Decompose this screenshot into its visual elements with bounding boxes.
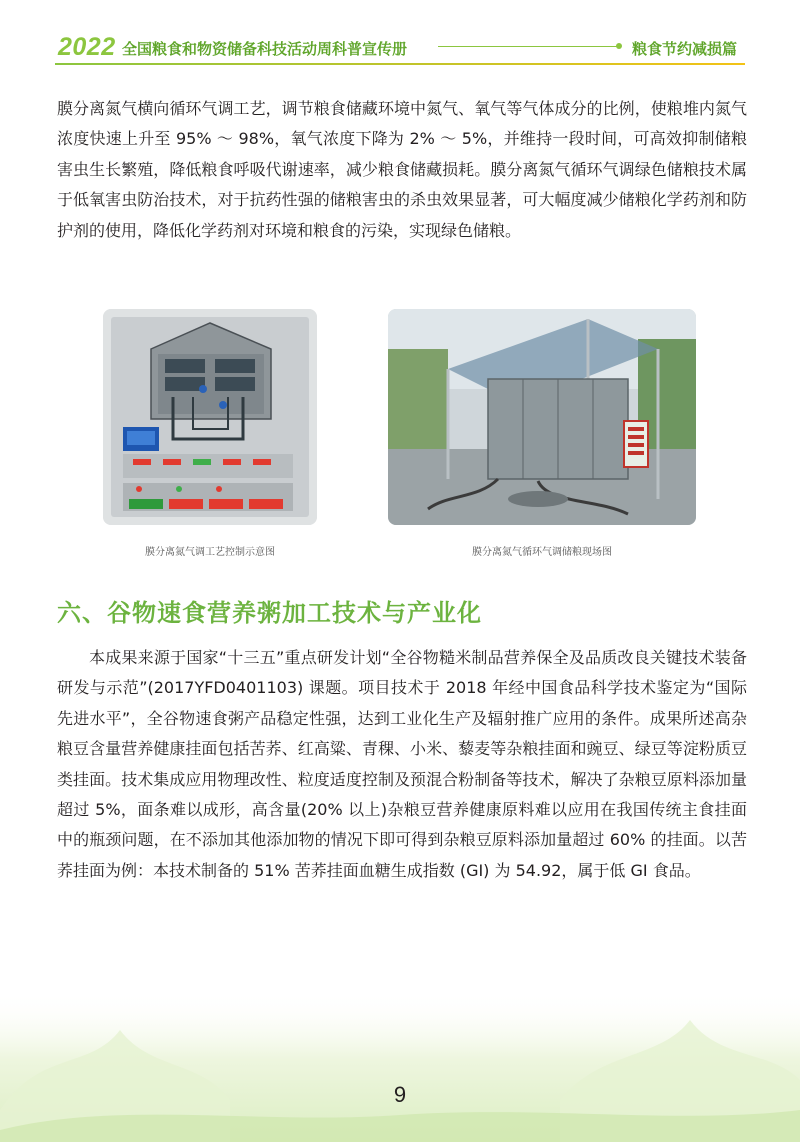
header-title: 全国粮食和物资储备科技活动周科普宣传册 bbox=[122, 40, 408, 58]
right-figure-caption: 膜分离氮气循环气调储粮现场图 bbox=[472, 547, 612, 558]
body-paragraph: 本成果来源于国家“十三五”重点研发计划“全谷物糙米制品营养保全及品质改良关键技术装备研发与示范”(2017YFD0401103) 课题。项目技术于 2018 年经中国食品科学技术鉴定为“国际先进水平”，全谷物速食粥产品稳定性强，达到工业化生产及辐射推广应用的条件。成果所述高杂粮豆含量营养健康挂面包括苦荞、红高粱、青稞、小米、藜麦等杂粮挂面和豌豆、绿豆等淀粉质豆类挂面。技术集成应用物理改性、粒度适度控制及预混合粉制备等技术，解决了杂粮豆原料添加量超过 5%，面条难以成形，高含量(20% 以上)杂粮豆营养健康原料难以应用在我国传统主食挂面中的瓶颈问题，在不添加其他添加物的情况下即可得到杂粮豆原料添加量超过 60% 的挂面。以苦荞挂面为例：本技术制备的 51% 苦荞挂面血糖生成指数 (GI) 为 54.92，属于低 GI 食品。 bbox=[57, 648, 747, 880]
section-heading: 六、谷物速食营养粥加工技术与产业化 bbox=[57, 599, 482, 627]
page-header bbox=[0, 0, 800, 66]
left-figure-caption: 膜分离氮气调工艺控制示意图 bbox=[145, 547, 275, 558]
page-number: 9 bbox=[393, 1082, 407, 1107]
header-year: 2022 bbox=[58, 33, 116, 61]
header-divider-line bbox=[438, 46, 618, 47]
onsite-storage-photo bbox=[388, 309, 696, 525]
header-gradient-bar bbox=[55, 63, 745, 65]
intro-paragraph: 膜分离氮气横向循环气调工艺，调节粮食储藏环境中氮气、氧气等气体成分的比例，使粮堆内氮气浓度快速上升至 95% ～ 98%，氧气浓度下降为 2% ～ 5%，并维持一段时间，可高效抑制储粮害虫生长繁殖，降低粮食呼吸代谢速率，减少粮食储藏损耗。膜分离氮气循环气调绿色储粮技术属于低氧害虫防治技术，对于抗药性强的储粮害虫的杀虫效果显著，可大幅度减少储粮化学药剂和防护剂的使用，降低化学药剂对环境和粮食的污染，实现绿色储粮。 bbox=[57, 99, 747, 240]
process-control-diagram bbox=[103, 309, 317, 525]
header-section-label: 粮食节约减损篇 bbox=[632, 40, 738, 58]
footer-decoration bbox=[0, 990, 800, 1142]
